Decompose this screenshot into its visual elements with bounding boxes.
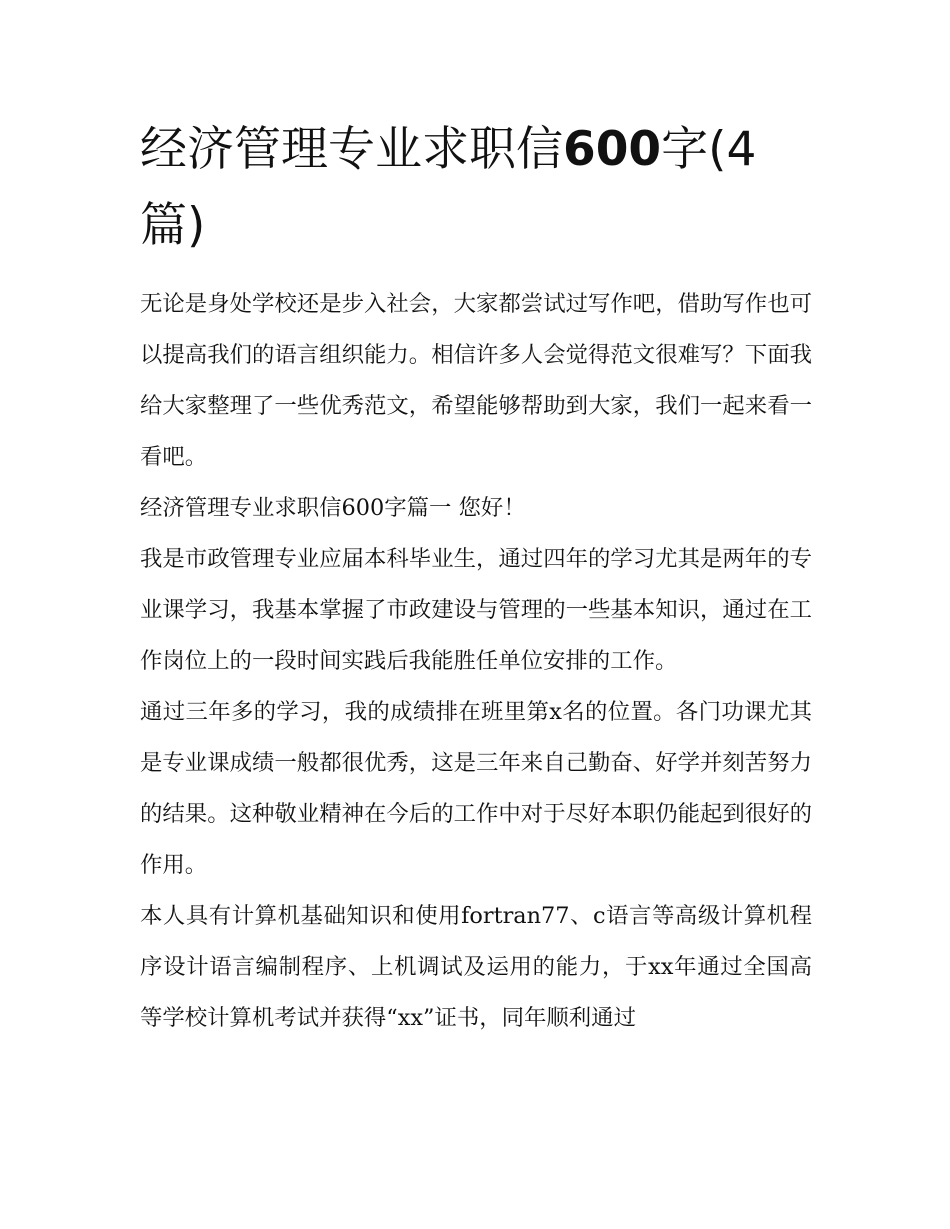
title-number: 600 [563,122,662,177]
paragraph-body-3: 本人具有计算机基础知识和使用fortran77、c语言等高级计算机程序设计语言编制程序、上机调试及运用的能力，于xx年通过全国高等学校计算机考试并获得“xx”证书，同年顺利通过 [140,903,812,1031]
document-title [140,112,812,264]
paragraph-body-2: 通过三年多的学习，我的成绩排在班里第x名的位置。各门功课尤其是专业课成绩一般都很优秀，这是三年来自己勤奋、好学并刻苦努力的结果。这种敬业精神在今后的工作中对于尽好本职仍能起到很好的作用。 [140,699,812,878]
paragraph-heading-letter-one: 经济管理专业求职信600字篇一 您好！ [140,495,526,521]
document-body [140,112,812,1044]
title-text-part1: 经济管理专业求职信 [140,122,563,177]
paragraph-body-1: 我是市政管理专业应届本科毕业生，通过四年的学习尤其是两年的专业课学习，我基本掌握了市政建设与管理的一些基本知识，通过在工作岗位上的一段时间实践后我能胜任单位安排的工作。 [140,546,812,674]
paragraph-intro: 无论是身处学校还是步入社会，大家都尝试过写作吧，借助写作也可以提高我们的语言组织能力。相信许多人会觉得范文很难写？下面我给大家整理了一些优秀范文，希望能够帮助到大家，我们一起来看一看吧。 [140,291,812,470]
title-text-part2: 字(4篇) [140,122,757,253]
